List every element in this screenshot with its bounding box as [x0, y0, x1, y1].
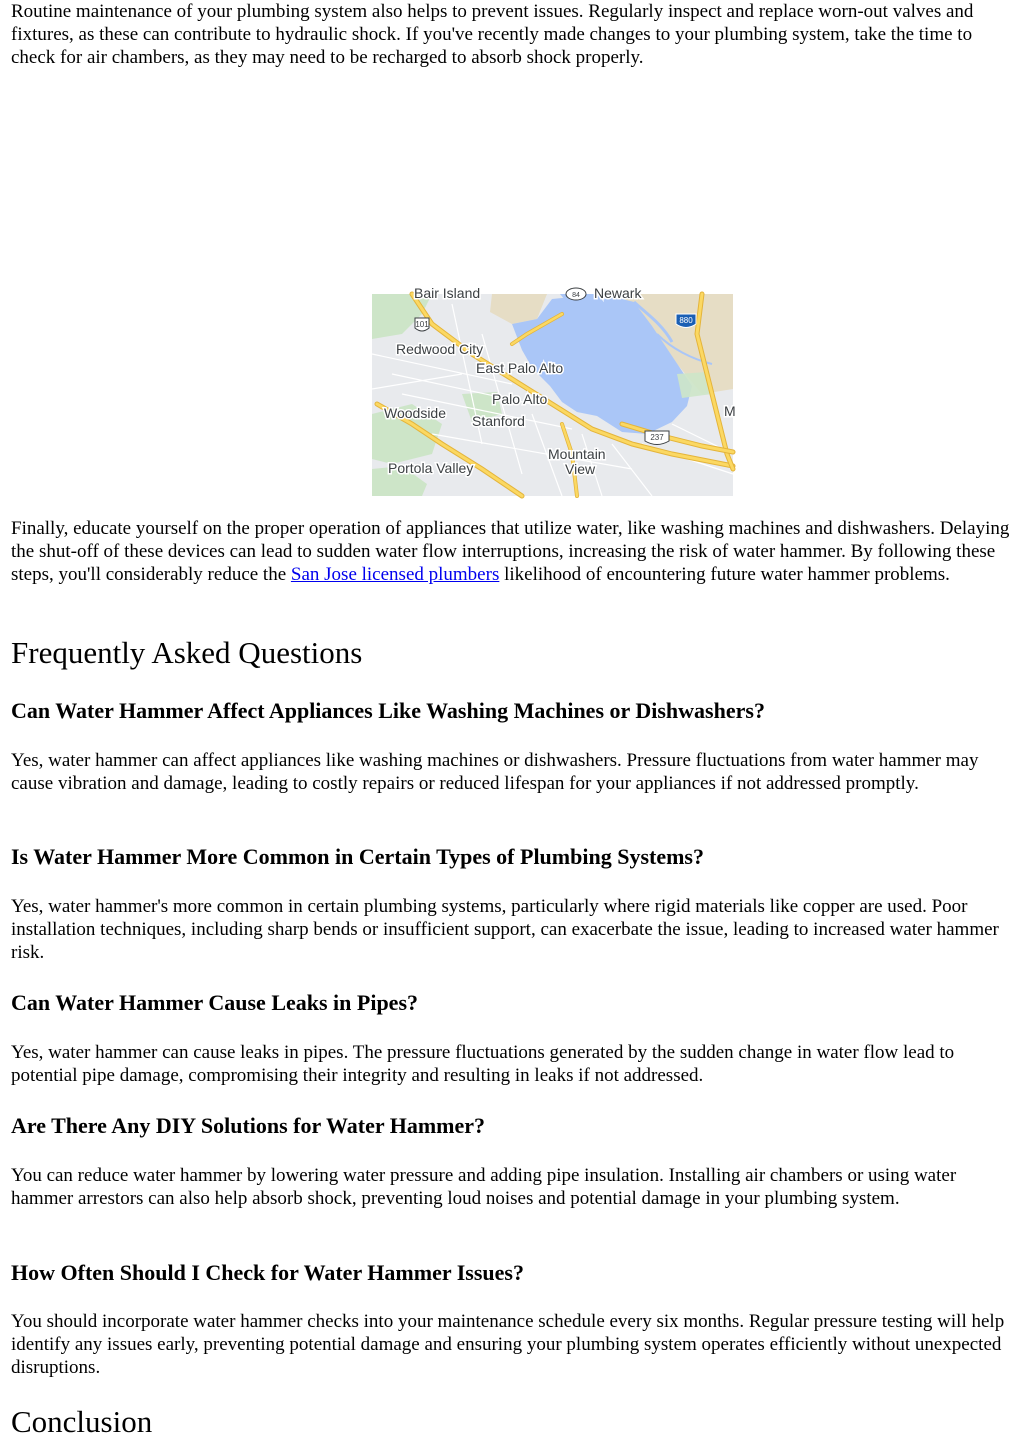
faq-question-3: Can Water Hammer Cause Leaks in Pipes?	[11, 990, 419, 1015]
map-label-view: View	[565, 461, 596, 477]
map-label-newark: Newark	[594, 285, 642, 301]
map-graphic	[372, 285, 736, 496]
highway-shield-101	[415, 318, 429, 331]
highway-shield-84	[566, 288, 586, 300]
finally-text-before: Finally, educate yourself on the proper operation of appliances that utilize water, like washing machines and dishwashers. Delaying the shut-off of these devices can lead to sudden water flow interruptions, increasing the risk of water hammer. By following these steps, you'll considerably reduce the	[11, 518, 1010, 585]
finally-text-after: likelihood of encountering future water hammer problems.	[499, 564, 950, 585]
conclusion-heading: Conclusion	[11, 1404, 153, 1439]
faq-answer-3: Yes, water hammer can cause leaks in pipes. The pressure fluctuations generated by the sudden change in water flow lead to potential pipe damage, compromising their integrity and resulting in leaks if not addressed.	[11, 1042, 955, 1086]
highway-shield-880	[676, 314, 696, 328]
svg-text:84: 84	[572, 292, 580, 299]
faq-answer-2: Yes, water hammer's more common in certain plumbing systems, particularly where rigid materials like copper are used. Poor installation techniques, including sharp bends or insufficient support, can exacerbate the issue, leading to increased water hammer risk.	[11, 896, 999, 963]
faq-heading: Frequently Asked Questions	[11, 635, 363, 670]
faq-answer-4: You can reduce water hammer by lowering water pressure and adding pipe insulation. Installing air chambers or using water hammer arrestors can also help absorb shock, preventing loud noises and potential damage in your plumbing system.	[11, 1165, 957, 1209]
san-jose-plumbers-link[interactable]: San Jose licensed plumbers	[290, 564, 500, 585]
faq-question-4: Are There Any DIY Solutions for Water Hammer?	[11, 1113, 486, 1138]
embedded-map[interactable]	[372, 285, 736, 496]
map-label-m-edge: M	[724, 403, 736, 419]
svg-text:880: 880	[679, 316, 693, 325]
faq-question-1: Can Water Hammer Affect Appliances Like Washing Machines or Dishwashers?	[11, 698, 765, 723]
map-label-woodside: Woodside	[384, 405, 447, 421]
map-label-stanford: Stanford	[472, 413, 525, 429]
faq-answer-1: Yes, water hammer can affect appliances like washing machines or dishwashers. Pressure fluctuations from water hammer may cause vibration and damage, leading to costly repairs or reduced lifespan for your appliances if not addressed promptly.	[11, 750, 979, 794]
map-label-redwood-city: Redwood City	[396, 341, 484, 357]
map-label-palo-alto: Palo Alto	[492, 391, 548, 407]
faq-question-5: How Often Should I Check for Water Hammer Issues?	[11, 1260, 524, 1285]
faq-question-2: Is Water Hammer More Common in Certain Types of Plumbing Systems?	[11, 844, 704, 869]
map-label-mountain: Mountain	[548, 446, 606, 462]
map-label-portola-valley: Portola Valley	[388, 460, 474, 476]
faq-answer-5: You should incorporate water hammer checks into your maintenance schedule every six months. Regular pressure testing will help identify any issues early, preventing potential damage and ensuring your plumbing system operates efficiently without unexpected disruptions.	[11, 1311, 1005, 1378]
svg-text:237: 237	[650, 433, 664, 442]
finally-paragraph	[11, 517, 1011, 586]
map-label-bair-island: Bair Island	[414, 285, 481, 301]
map-label-east-palo-alto: East Palo Alto	[476, 360, 564, 376]
intro-paragraph: Routine maintenance of your plumbing system also helps to prevent issues. Regularly inspect and replace worn-out valves and fixtures, as these can contribute to hydraulic shock. If you've recently made changes to your plumbing system, take the time to check for air chambers, as they may need to be recharged to absorb shock properly.	[11, 1, 974, 68]
highway-shield-237	[645, 431, 669, 445]
svg-text:101: 101	[415, 320, 429, 329]
